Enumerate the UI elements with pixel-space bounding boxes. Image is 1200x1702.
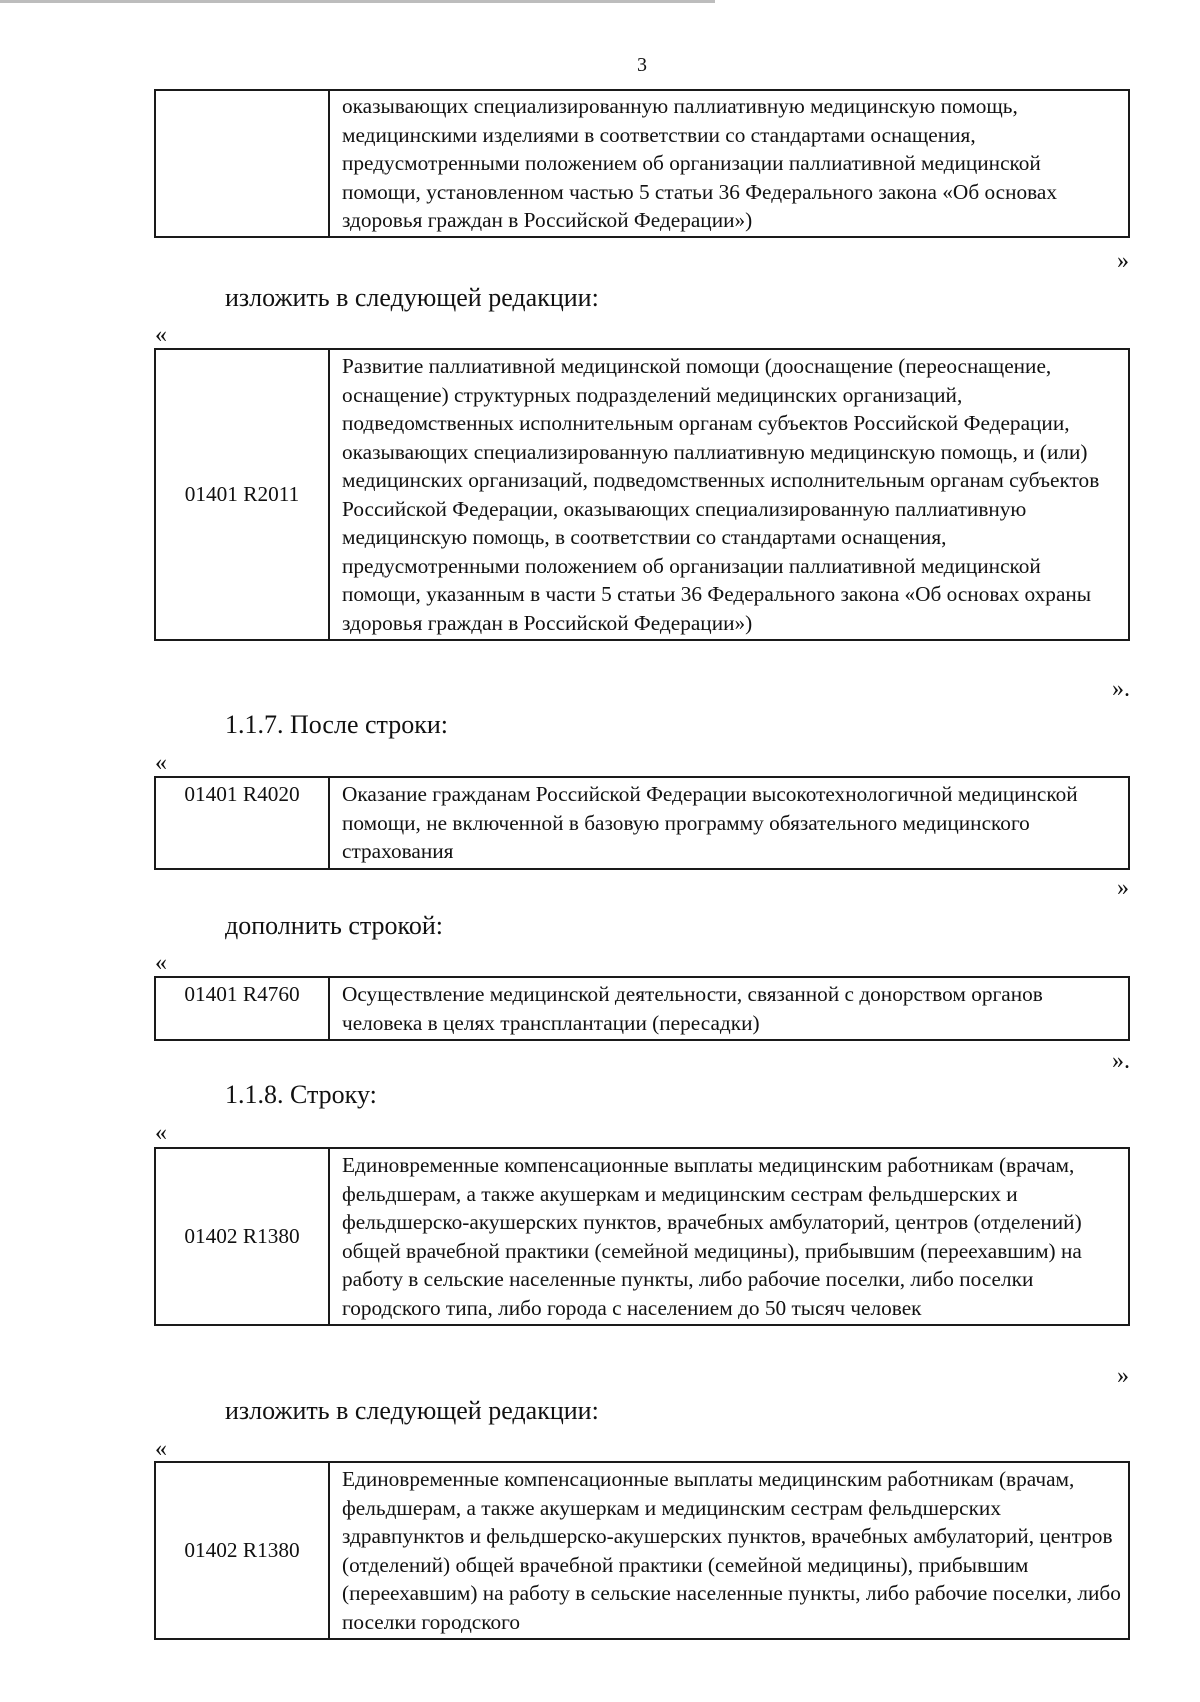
table-row xyxy=(155,90,1129,237)
close-quote: » xyxy=(1117,248,1129,274)
table-row xyxy=(155,349,1129,640)
open-quote: « xyxy=(155,950,167,976)
table-row xyxy=(155,1148,1129,1325)
code-cell: 01401 R2011 xyxy=(155,349,329,640)
table-r2011 xyxy=(154,348,1130,641)
close-quote: ». xyxy=(1112,676,1130,702)
table-r1380-new xyxy=(154,1461,1130,1640)
table-row xyxy=(155,1462,1129,1639)
description-cell: Развитие паллиативной медицинской помощи (дооснащение (переоснащение, оснащение) структурных подразделений медицинских организаций, подведомственных исполнительным органам субъектов Российской Федерации, оказывающих специализированную паллиативную медицинскую помощь, и (или) медицинских организаций, подведомственных исполнительным органам субъектов Российской Федерации, оказывающих специализированную паллиативную медицинскую помощь, в соответствии со стандартами оснащения, предусмотренными положением об организации паллиативной медицинской помощи, указанным в части 5 статьи 36 Федерального закона «Об основах охраны здоровья граждан в Российской Федерации») xyxy=(329,349,1129,640)
description-cell: Осуществление медицинской деятельности, связанной с донорством органов человека в целях трансплантации (пересадки) xyxy=(329,977,1129,1040)
close-quote: » xyxy=(1117,1363,1129,1389)
table-continuation xyxy=(154,89,1130,238)
code-cell: 01401 R4020 xyxy=(155,777,329,869)
description-cell: Единовременные компенсационные выплаты медицинским работникам (врачам, фельдшерам, а также акушеркам и медицинским сестрам фельдшерских здравпунктов и фельдшерско-акушерских пунктов, врачебных амбулаторий, центров (отделений) общей врачебной практики (семейной медицины), прибывшим (переехавшим) на работу в сельские населенные пункты, либо рабочие поселки, либо поселки городского xyxy=(329,1462,1129,1639)
code-cell: 01402 R1380 xyxy=(155,1462,329,1639)
heading-1-1-8: 1.1.8. Строку: xyxy=(225,1080,377,1109)
open-quote: « xyxy=(155,1120,167,1146)
code-cell xyxy=(155,90,329,237)
description-cell: Единовременные компенсационные выплаты медицинским работникам (врачам, фельдшерам, а также акушеркам и медицинским сестрам фельдшерских и фельдшерско-акушерских пунктов, врачебных амбулаторий, центров (отделений) общей врачебной практики (семейной медицины), прибывшим (переехавшим) на работу в сельские населенные пункты, либо рабочие поселки, либо поселки городского типа, либо города с населением до 50 тысяч человек xyxy=(329,1148,1129,1325)
table-r1380-old xyxy=(154,1147,1130,1326)
table-r4020 xyxy=(154,776,1130,870)
table-r4760 xyxy=(154,976,1130,1041)
code-cell: 01401 R4760 xyxy=(155,977,329,1040)
description-cell: оказывающих специализированную паллиативную медицинскую помощь, медицинскими изделиями в соответствии со стандартами оснащения, предусмотренными положением об организации паллиативной медицинской помощи, установленном частью 5 статьи 36 Федерального закона «Об основах здоровья граждан в Российской Федерации») xyxy=(329,90,1129,237)
page-number: 3 xyxy=(637,54,647,76)
heading-replace-1: изложить в следующей редакции: xyxy=(225,283,599,312)
close-quote: » xyxy=(1117,875,1129,901)
open-quote: « xyxy=(155,750,167,776)
table-row xyxy=(155,777,1129,869)
open-quote: « xyxy=(155,1436,167,1462)
heading-replace-2: изложить в следующей редакции: xyxy=(225,1396,599,1425)
close-quote: ». xyxy=(1112,1048,1130,1074)
top-rule xyxy=(0,0,715,3)
description-cell: Оказание гражданам Российской Федерации высокотехнологичной медицинской помощи, не включенной в базовую программу обязательного медицинского страхования xyxy=(329,777,1129,869)
heading-1-1-7: 1.1.7. После строки: xyxy=(225,710,448,739)
heading-add-row: дополнить строкой: xyxy=(225,911,443,940)
open-quote: « xyxy=(155,322,167,348)
table-row xyxy=(155,977,1129,1040)
code-cell: 01402 R1380 xyxy=(155,1148,329,1325)
